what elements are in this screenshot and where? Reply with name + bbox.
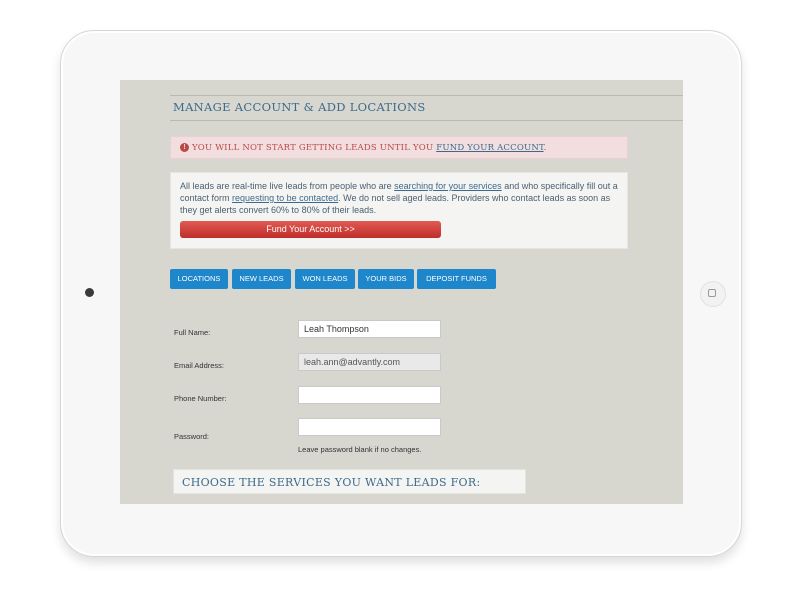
funding-alert	[170, 136, 628, 159]
alert-message	[192, 143, 547, 153]
tab-your-bids[interactable]: YOUR BIDS	[358, 269, 414, 289]
password-label: Password:	[174, 432, 210, 441]
services-title: CHOOSE THE SERVICES YOU WANT LEADS FOR:	[182, 476, 481, 489]
full-name-input[interactable]: Leah Thompson	[298, 320, 441, 338]
info-panel	[170, 172, 628, 249]
fund-account-link[interactable]: FUND YOUR ACCOUNT	[436, 143, 544, 153]
services-section-header	[173, 469, 526, 494]
email-input[interactable]: leah.ann@advantly.com	[298, 353, 441, 371]
fund-account-button[interactable]: Fund Your Account >>	[180, 221, 441, 238]
tab-locations[interactable]: LOCATIONS	[170, 269, 228, 289]
tab-deposit-funds[interactable]: DEPOSIT FUNDS	[417, 269, 496, 289]
title-bottom-rule	[170, 120, 683, 121]
password-input[interactable]	[298, 418, 441, 436]
requesting-contact-link[interactable]: requesting to be contacted	[232, 193, 339, 203]
phone-input[interactable]	[298, 386, 441, 404]
info-text-2: and who specifically fill out a contact form	[180, 181, 618, 203]
screen	[120, 80, 683, 504]
phone-label: Phone Number:	[174, 394, 227, 403]
full-name-label: Full Name:	[174, 328, 211, 337]
info-text	[180, 180, 620, 216]
main-content	[170, 80, 683, 504]
email-label: Email Address:	[174, 361, 225, 370]
title-top-rule	[170, 95, 683, 96]
home-square-icon	[708, 289, 716, 297]
home-button[interactable]	[700, 281, 726, 307]
alert-text: YOU WILL NOT START GETTING LEADS UNTIL YOU	[192, 143, 434, 153]
info-text-1: All leads are real-time live leads from people who are	[180, 181, 392, 191]
tab-new-leads[interactable]: NEW LEADS	[232, 269, 291, 289]
tab-won-leads[interactable]: WON LEADS	[295, 269, 355, 289]
alert-suffix: .	[543, 143, 547, 153]
password-help-text: Leave password blank if no changes.	[298, 445, 422, 454]
info-text-3: . We do not sell aged leads. Providers who contact leads as soon as they get alerts convert 60% to 80% of their leads.	[180, 193, 611, 215]
page-title: MANAGE ACCOUNT & ADD LOCATIONS	[173, 100, 426, 114]
camera-icon	[85, 288, 94, 297]
exclamation-circle-icon: !	[180, 143, 189, 152]
searching-services-link[interactable]: searching for your services	[394, 181, 502, 191]
